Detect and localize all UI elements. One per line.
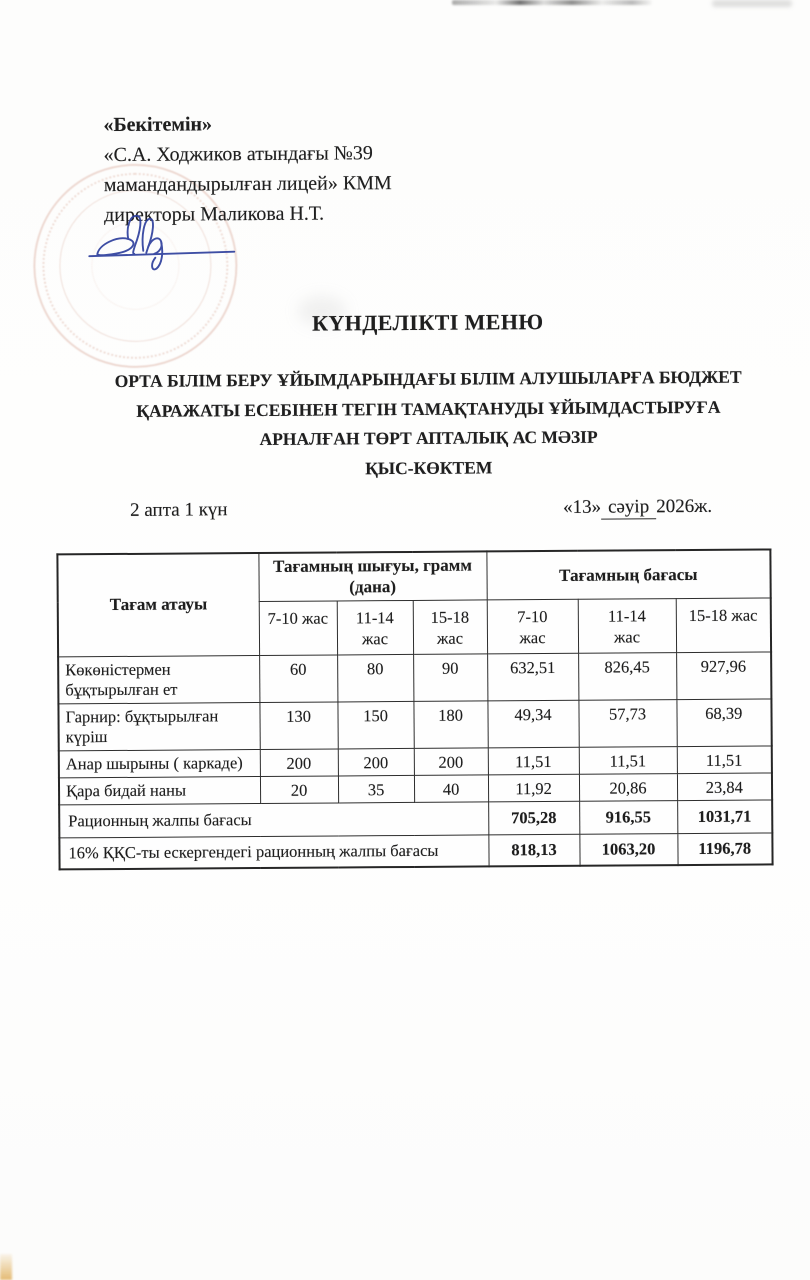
price-value-cell: 632,51 [487, 653, 578, 701]
subtitle-line: АРНАЛҒАН ТӨРТ АПТАЛЫҚ АС МӘЗІР [259, 426, 598, 450]
schedule-row [130, 496, 712, 522]
dish-name-cell: Анар шырыны ( каркаде) [59, 750, 260, 778]
output-group-header: Тағамның шығуы, грамм (дана) [258, 551, 486, 601]
week-day-label: 2 апта 1 күн [130, 499, 228, 521]
subtitle-line: ҚАРАЖАТЫ ЕСЕБІНЕН ТЕГІН ТАМАҚТАНУДЫ ҰЙЫМДАСТЫРУҒА [136, 396, 721, 421]
date-month: сәуір [601, 496, 656, 519]
dish-row [58, 651, 771, 703]
price-value-cell: 826,45 [578, 652, 676, 700]
dish-name-cell: Гарнир: бұқтырылған күріш [58, 702, 259, 751]
total-price-cell: 705,28 [488, 801, 579, 835]
age-column-header: 11-14 жас [578, 598, 676, 653]
price-value-cell: 11,51 [677, 746, 772, 774]
total-price-cell: 1063,20 [579, 834, 677, 866]
document-title: КҮНДЕЛІКТІ МЕНЮ [311, 309, 544, 336]
output-value-cell: 200 [414, 748, 488, 776]
subtitle-line: ҚЫС-КӨКТЕМ [365, 456, 493, 478]
price-value-cell: 23,84 [677, 773, 772, 801]
price-value-cell: 11,51 [488, 747, 579, 775]
approval-line: директоры Маликова Н.Т. [103, 202, 325, 227]
document-subtitle [53, 362, 804, 485]
total-price-cell: 818,13 [488, 834, 579, 866]
director-signature [81, 209, 251, 276]
output-value-cell: 60 [259, 654, 337, 702]
total-price-cell: 1196,78 [677, 833, 772, 865]
age-column-header: 15-18 жас [413, 599, 487, 654]
dish-row [58, 699, 771, 751]
price-value-cell: 20,86 [579, 774, 677, 802]
price-group-header: Тағамның бағасы [486, 549, 770, 599]
dish-name-cell: Көкөністермен бұқтырылған ет [58, 655, 259, 704]
total-row [59, 833, 772, 869]
output-value-cell: 150 [337, 701, 413, 749]
price-value-cell: 11,92 [488, 774, 579, 802]
dish-name-cell: Қара бидай наны [59, 777, 260, 805]
price-value-cell: 927,96 [676, 651, 771, 699]
date-day: «13» [562, 496, 602, 518]
age-column-header: 11-14 жас [337, 600, 413, 655]
approval-line: мамандандырылған лицей» КММ [103, 172, 392, 197]
total-price-cell: 1031,71 [677, 800, 772, 834]
price-value-cell: 49,34 [487, 700, 578, 748]
output-value-cell: 180 [413, 701, 487, 749]
output-value-cell: 35 [338, 775, 414, 803]
price-value-cell: 11,51 [579, 747, 677, 775]
total-row [59, 800, 772, 838]
output-value-cell: 20 [260, 776, 338, 804]
menu-date [563, 496, 712, 519]
output-value-cell: 130 [259, 702, 337, 750]
approval-line: «Бекітемін» [103, 113, 213, 137]
dish-name-column-header: Тағам атауы [57, 553, 259, 656]
age-column-header: 7-10 жас [259, 600, 337, 655]
output-value-cell: 80 [337, 654, 413, 702]
age-column-header: 15-18 жас [676, 597, 771, 652]
approval-line: «С.А. Ходжиков атындағы №39 [103, 142, 373, 167]
age-column-header: 7-10 жас [487, 599, 578, 654]
output-value-cell: 200 [338, 748, 414, 776]
output-value-cell: 90 [413, 653, 487, 701]
price-value-cell: 57,73 [578, 699, 676, 747]
total-price-cell: 916,55 [579, 801, 677, 835]
menu-table [56, 548, 773, 869]
total-label-cell: Рационның жалпы бағасы [59, 802, 488, 838]
subtitle-line: ОРТА БІЛІМ БЕРУ ҰЙЫМДАРЫНДАҒЫ БІЛІМ АЛУШЫЛАРҒА БЮДЖЕТ [114, 366, 742, 392]
output-value-cell: 200 [260, 749, 338, 777]
total-label-cell: 16% ҚҚС-ты ескергендегі рационның жалпы бағасы [59, 835, 488, 869]
date-year: 2026ж. [656, 495, 713, 518]
price-value-cell: 68,39 [676, 699, 771, 747]
output-value-cell: 40 [414, 775, 488, 803]
